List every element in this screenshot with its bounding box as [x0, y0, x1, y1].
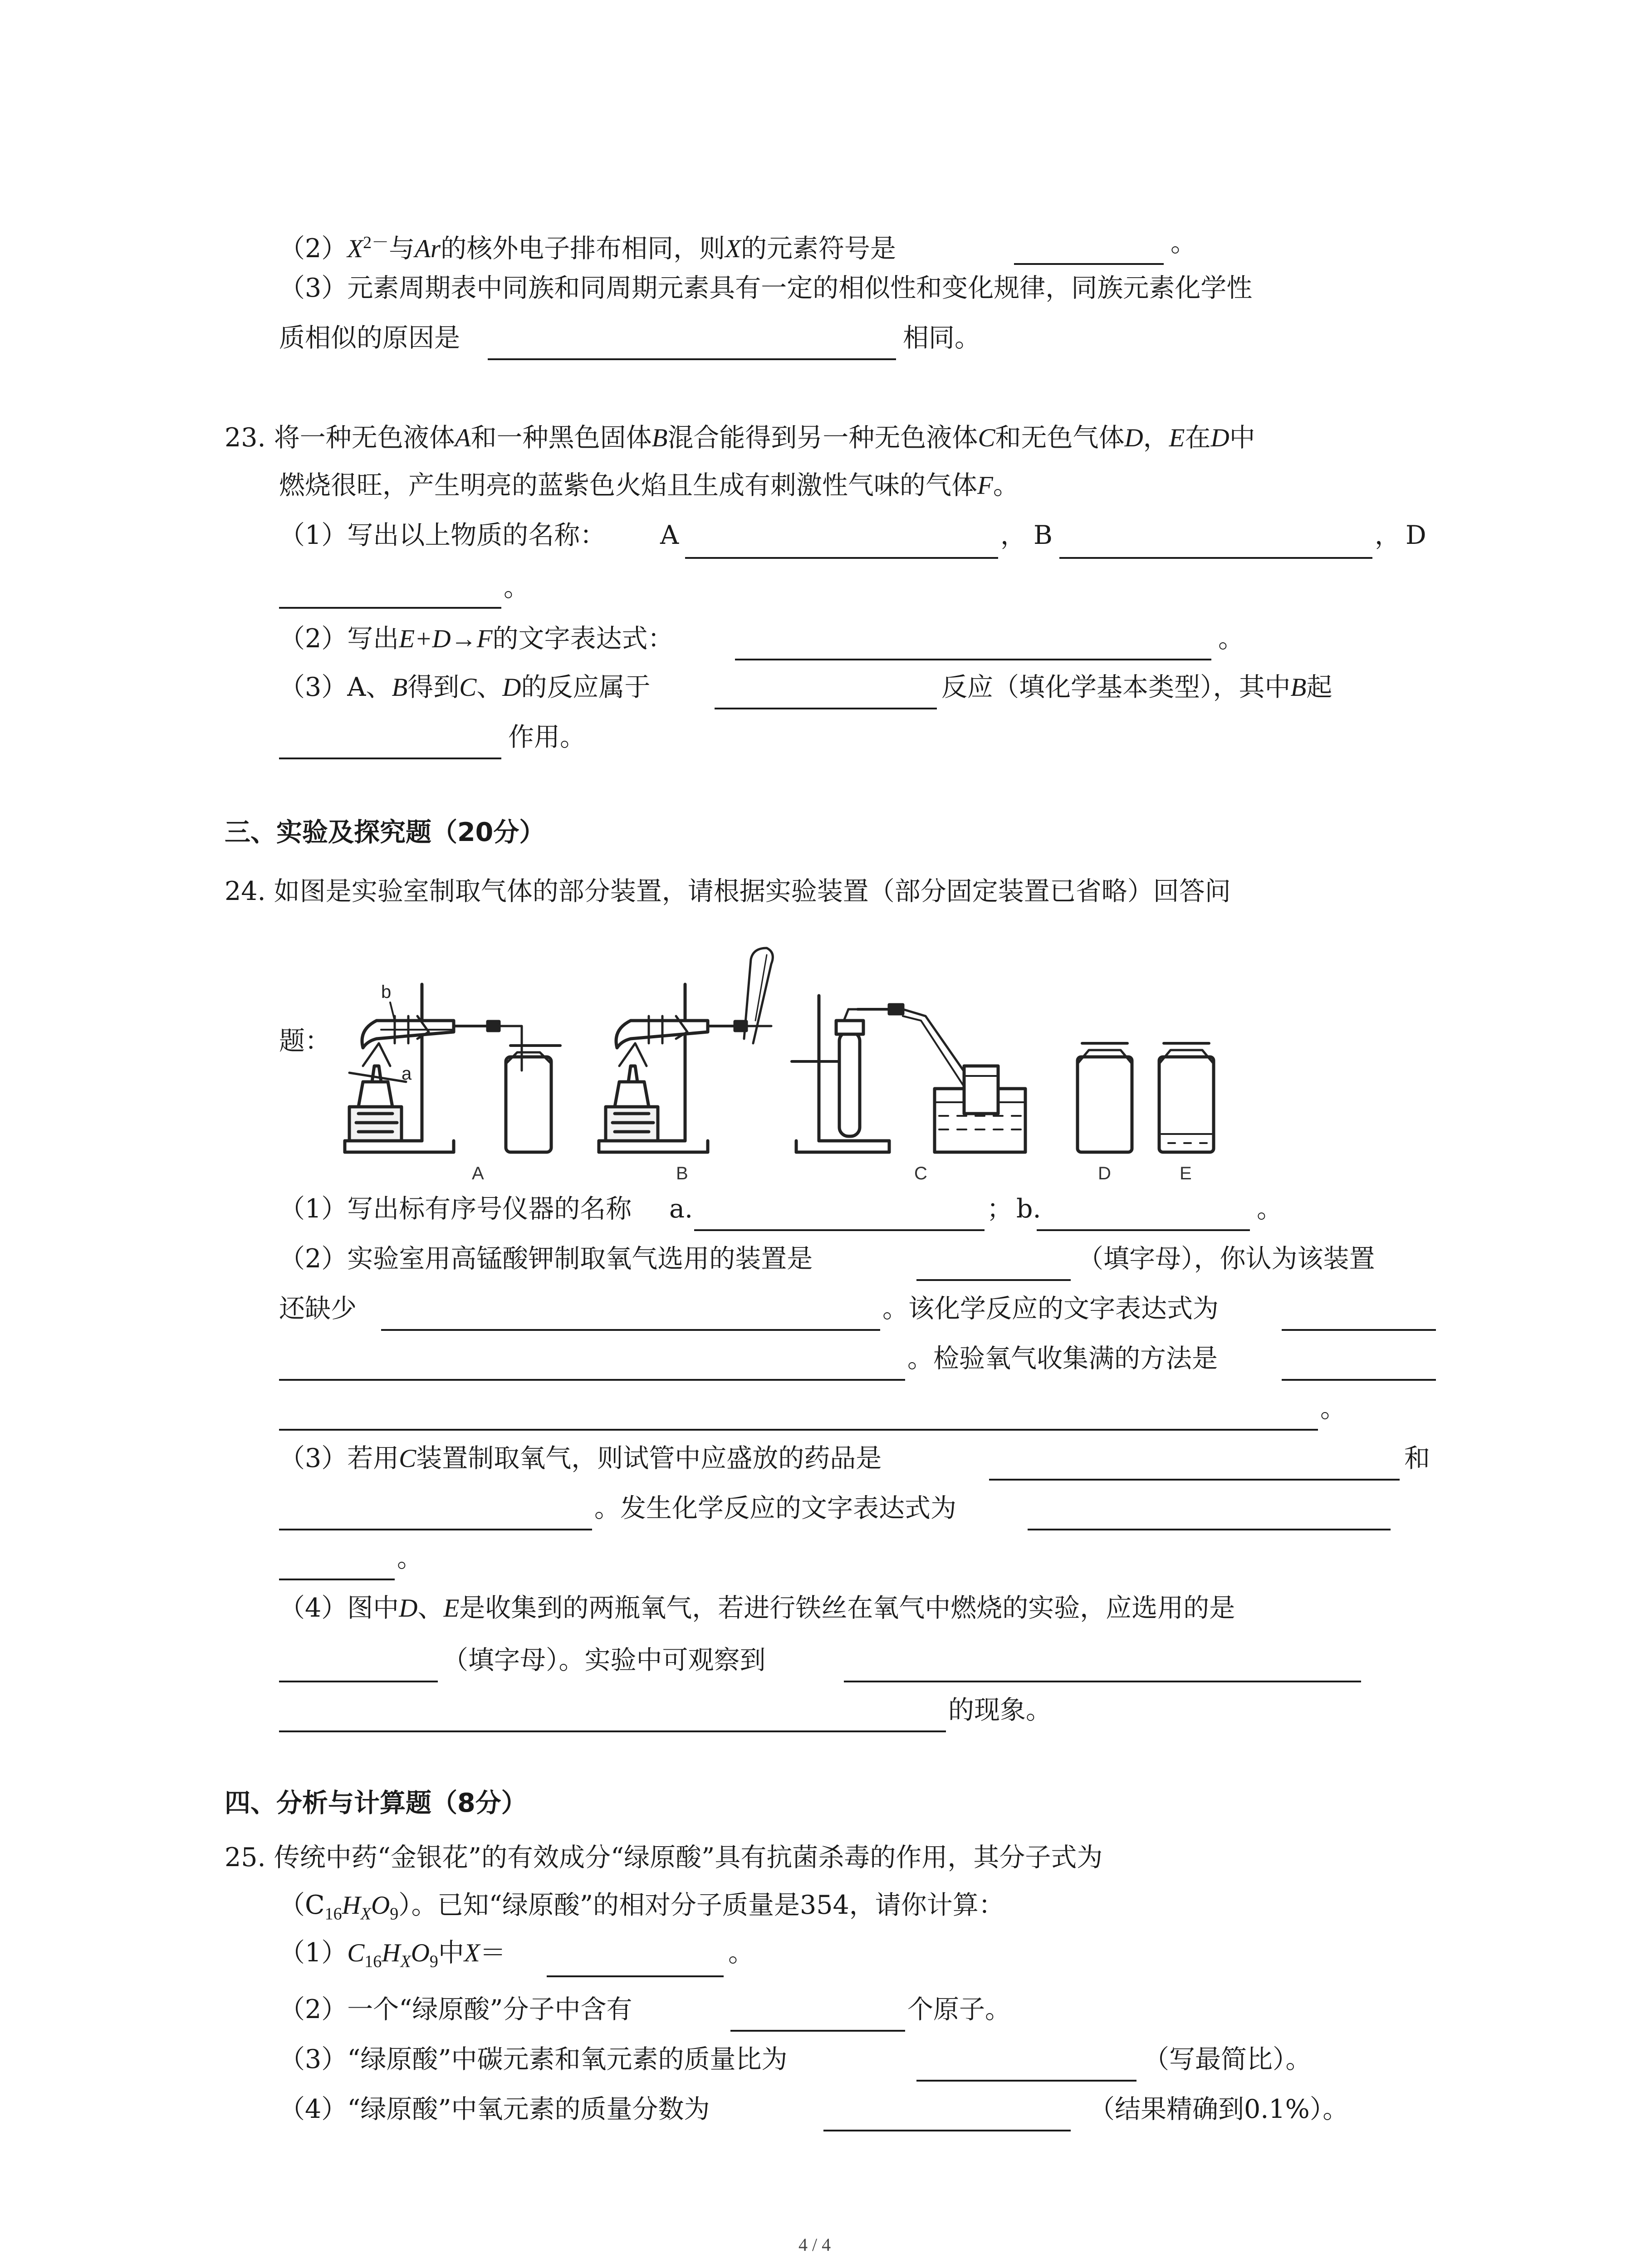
answer-blank-q25-3[interactable]: [916, 2080, 1136, 2082]
label-apparatus-b: B: [676, 1163, 688, 1183]
answer-blank-q24-3b[interactable]: [279, 1529, 592, 1530]
answer-blank-q24-2d[interactable]: [279, 1379, 905, 1381]
q24-part4-line2: （填字母）。实验中可观察到: [442, 1645, 766, 1675]
answer-blank-q24-a[interactable]: [694, 1229, 985, 1231]
q24-part1-end: 。: [1257, 1194, 1283, 1224]
q23-part3-c: 作用。: [508, 722, 586, 752]
q23-part1-comma1: ，: [1000, 520, 1026, 550]
q24-part1-a-label: a.: [669, 1194, 693, 1224]
q24-part1-semicolon: ；: [987, 1194, 1013, 1224]
q25-part4-a: （4）“绿原酸”中氧元素的质量分数为: [279, 2094, 710, 2124]
answer-blank-q24-3a[interactable]: [989, 1479, 1400, 1481]
q23-part1-end: 。: [504, 572, 529, 602]
q24-part2-line1b: （填字母），你认为该装置: [1078, 1244, 1375, 1274]
answer-blank-q24-4a[interactable]: [279, 1681, 438, 1682]
answer-blank-q24-3d[interactable]: [279, 1579, 395, 1580]
q22-part3-line2a: 质相似的原因是: [279, 323, 460, 353]
answer-blank-q24-2f[interactable]: [279, 1429, 1318, 1431]
apparatus-c: [792, 996, 1025, 1152]
q24-part3-line1c: 和: [1404, 1443, 1430, 1473]
q25-stem-line2: $(C_{16}H_XO_9)$。已知“绿原酸”的相对分子质量是354，请你计算：: [279, 1890, 1004, 1924]
q25-part3-a: （3）“绿原酸”中碳元素和氧元素的质量比为: [279, 2044, 788, 2074]
q23-part1-A: A: [660, 520, 679, 550]
q23-stem-line2: 燃烧很旺，产生明亮的蓝紫色火焰且生成有刺激性气味的气体F。: [279, 470, 1019, 500]
q24-part2-line1a: （2）实验室用高锰酸钾制取氧气选用的装置是: [279, 1244, 813, 1274]
q24-stem: 24. 如图是实验室制取气体的部分装置，请根据实验装置（部分固定装置已省略）回答问: [225, 876, 1231, 906]
label-bottle-e: E: [1180, 1163, 1192, 1183]
apparatus-b: [599, 948, 773, 1152]
q25-part2-a: （2）一个“绿原酸”分子中含有: [279, 1994, 632, 2024]
q22-part2-end: 。: [1171, 228, 1196, 258]
apparatus-a: [345, 982, 560, 1152]
answer-blank-q24-4c[interactable]: [279, 1730, 946, 1732]
q24-part4-line3: 的现象。: [948, 1695, 1052, 1725]
q24-part1-label: （1）写出标有序号仪器的名称: [279, 1194, 632, 1224]
label-a: a: [402, 1064, 412, 1084]
answer-blank-q24-2e[interactable]: [1282, 1379, 1436, 1381]
q23-part2-end: 。: [1218, 624, 1244, 654]
label-apparatus-a: A: [472, 1163, 484, 1183]
q25-part1: $(1)C_{16}H_XO_9$中X＝: [279, 1938, 506, 1971]
label-apparatus-c: C: [914, 1163, 927, 1183]
q24-part2-line4: 。: [1320, 1393, 1346, 1423]
answer-blank-q25-1[interactable]: [547, 1975, 724, 1977]
answer-blank-q24-b[interactable]: [1037, 1229, 1250, 1231]
page-number: 4 / 4: [798, 2234, 831, 2255]
q24-part4-line1: （4）图中D、E是收集到的两瓶氧气，若进行铁丝在氧气中燃烧的实验，应选用的是: [279, 1593, 1235, 1623]
section-title-4: 四、分析与计算题（8分）: [225, 1788, 527, 1818]
answer-blank-q24-4b[interactable]: [844, 1681, 1361, 1682]
bottle-e: [1159, 1043, 1214, 1152]
q23-part1-D: D: [1406, 520, 1426, 550]
q23-part1-label: （1）写出以上物质的名称：: [279, 520, 606, 550]
q23-stem-line1: 23. 将一种无色液体A和一种黑色固体B混合能得到另一种无色液体C和无色气体D，E在D中: [225, 423, 1255, 453]
q25-stem-line1: 25. 传统中药“金银花”的有效成分“绿原酸”具有抗菌杀毒的作用，其分子式为: [225, 1843, 1103, 1872]
answer-blank-q24-2b[interactable]: [381, 1329, 880, 1331]
q25-part1-end: 。: [728, 1938, 754, 1968]
q24-stem-end: 题：: [279, 1026, 331, 1056]
label-bottle-d: D: [1098, 1163, 1111, 1183]
q24-part3-line3: 。: [397, 1543, 423, 1573]
q25-part3-b: （写最简比）。: [1143, 2044, 1312, 2074]
q23-part3-b: 反应（填化学基本类型），其中B起: [941, 672, 1332, 702]
q22-part3-line1: （3）元素周期表中同族和同周期元素具有一定的相似性和变化规律，同族元素化学性: [279, 273, 1253, 303]
q24-part2-line2a: 还缺少: [279, 1294, 357, 1324]
q23-part1-B: B: [1034, 520, 1053, 550]
answer-blank-q24-2c[interactable]: [1282, 1329, 1436, 1331]
q25-part2-b: 个原子。: [907, 1994, 1011, 2024]
section-title-3: 三、实验及探究题（20分）: [225, 817, 545, 847]
q23-part2: （2）写出E+D→F的文字表达式：: [279, 624, 674, 654]
q24-part1-b-label: b.: [1016, 1194, 1041, 1224]
q24-part3-line1a: （3）若用C装置制取氧气，则试管中应盛放的药品是: [279, 1443, 882, 1473]
q23-part1-comma2: ，: [1375, 520, 1401, 550]
label-b: b: [381, 982, 392, 1002]
q24-part2-line2b: 。该化学反应的文字表达式为: [882, 1294, 1219, 1324]
answer-blank-q25-2[interactable]: [730, 2030, 905, 2032]
answer-blank-q24-2a[interactable]: [916, 1279, 1071, 1281]
q25-part4-b: （结果精确到0.1%）。: [1089, 2094, 1349, 2124]
q23-part3-a: （3）A、B得到C、D的反应属于: [279, 672, 651, 702]
q22-part3-line2b: 相同。: [903, 323, 980, 353]
q24-part3-line2: 。发生化学反应的文字表达式为: [594, 1493, 956, 1523]
bottle-d: [1078, 1043, 1132, 1152]
answer-blank-q25-4[interactable]: [823, 2130, 1071, 2131]
q22-part2: $(2)X^{2-}$与Ar的核外电子排布相同，则X的元素符号是: [279, 233, 896, 264]
answer-blank-q24-3c[interactable]: [1028, 1529, 1391, 1530]
q24-part2-line3: 。检验氧气收集满的方法是: [907, 1344, 1218, 1374]
